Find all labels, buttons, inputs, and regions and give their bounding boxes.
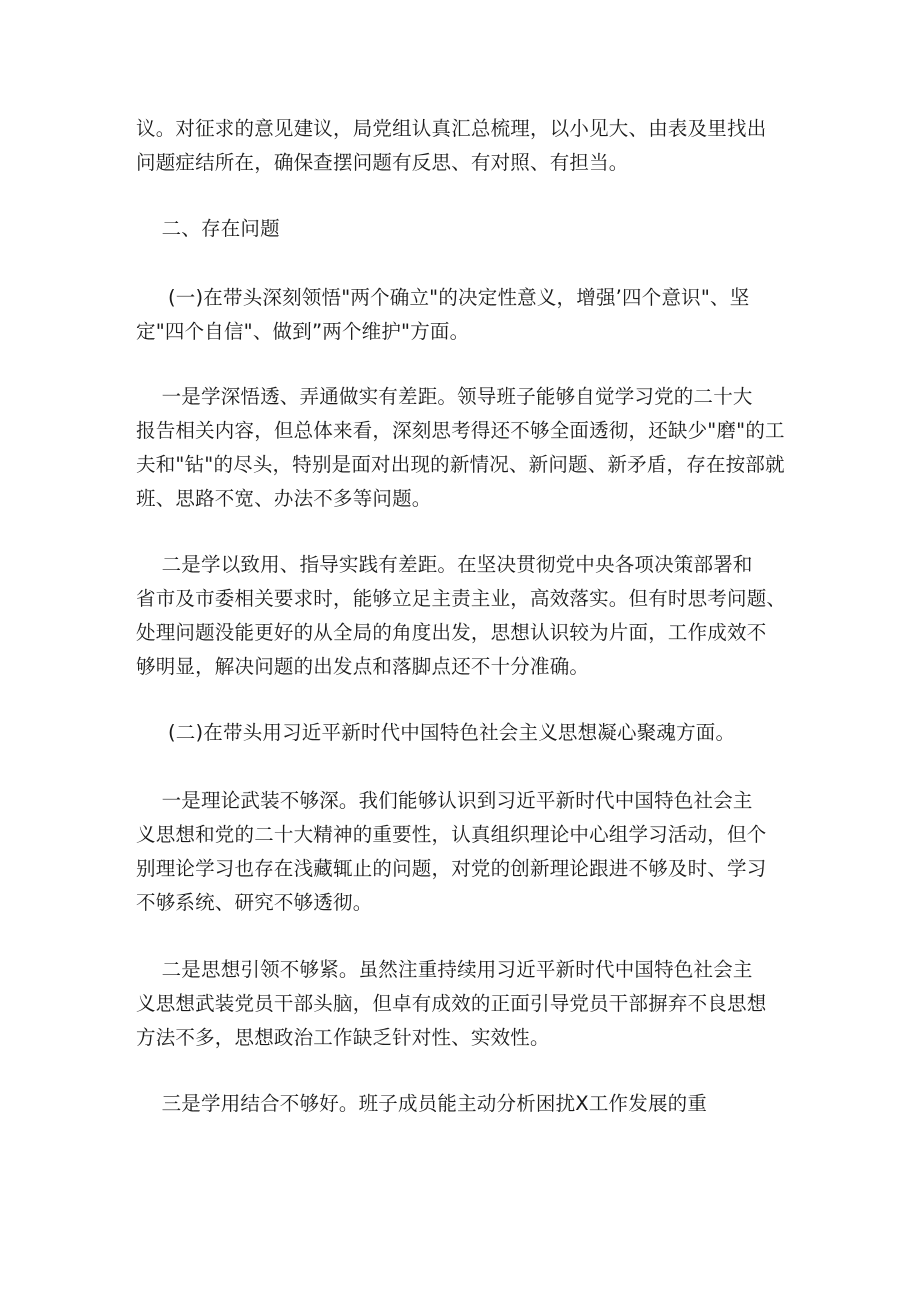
text-line: 报告相关内容，但总体来看，深刻思考得还不够全面透彻，还缺少"磨"的工 <box>136 419 785 442</box>
text-line: 夫和"钻"的尽头，特别是面对出现的新情况、新问题、新矛盾，存在按部就 <box>136 453 785 476</box>
paragraph-point-1-2 <box>136 548 786 684</box>
subheading-one <box>136 281 786 349</box>
section-heading-problems <box>136 212 786 246</box>
text-line: 二是学以致用、指导实践有差距。在坚决贯彻党中央各项决策部署和 <box>136 553 753 576</box>
text-line: 别理论学习也存在浅藏辄止的问题，对党的创新理论跟进不够及时、学习 <box>136 857 767 880</box>
text-line: (一)在带头深刻领悟"两个确立"的决定性意义，增强’四个意识"、坚 <box>136 286 750 309</box>
text-line: 不够系统、研究不够透彻。 <box>136 891 373 914</box>
subheading-two <box>136 716 786 750</box>
text-line: (二)在带头用习近平新时代中国特色社会主义思想凝心聚魂方面。 <box>136 721 736 744</box>
text-line: 义思想和党的二十大精神的重要性，认真组织理论中心组学习活动，但个 <box>136 823 767 846</box>
paragraph-point-1-1 <box>136 380 786 516</box>
text-line: 三是学用结合不够好。班子成员能主动分析困扰X工作发展的重 <box>136 1092 708 1115</box>
paragraph-point-2-1 <box>136 784 786 920</box>
text-line: 二、存在问题 <box>136 217 280 240</box>
paragraph-point-2-2 <box>136 953 786 1055</box>
text-line: 一是理论武装不够深。我们能够认识到习近平新时代中国特色社会主 <box>136 789 753 812</box>
text-line: 定"四个自信"、做到”两个维护"方面。 <box>136 320 470 343</box>
text-line: 议。对征求的意见建议，局党组认真汇总梳理，以小见大、由表及里找出 <box>136 117 767 140</box>
text-line: 班、思路不宽、办法不多等问题。 <box>136 487 432 510</box>
paragraph-point-2-3 <box>136 1087 786 1121</box>
text-line: 问题症结所在，确保查摆问题有反思、有对照、有担当。 <box>136 151 629 174</box>
text-line: 一是学深悟透、弄通做实有差距。领导班子能够自觉学习党的二十大 <box>136 385 753 408</box>
text-line: 省市及市委相关要求时，能够立足主责主业，高效落实。但有时思考问题、 <box>136 587 787 610</box>
text-line: 方法不多，思想政治工作缺乏针对性、实效性。 <box>136 1026 550 1049</box>
text-line: 处理问题没能更好的从全局的角度出发，思想认识较为片面，工作成效不 <box>136 621 767 644</box>
paragraph-intro-continuation <box>136 112 786 180</box>
text-line: 二是思想引领不够紧。虽然注重持续用习近平新时代中国特色社会主 <box>136 958 753 981</box>
text-line: 义思想武装党员干部头脑，但卓有成效的正面引导党员干部摒弃不良思想 <box>136 992 767 1015</box>
text-line: 够明显，解决问题的出发点和落脚点还不十分准确。 <box>136 655 590 678</box>
